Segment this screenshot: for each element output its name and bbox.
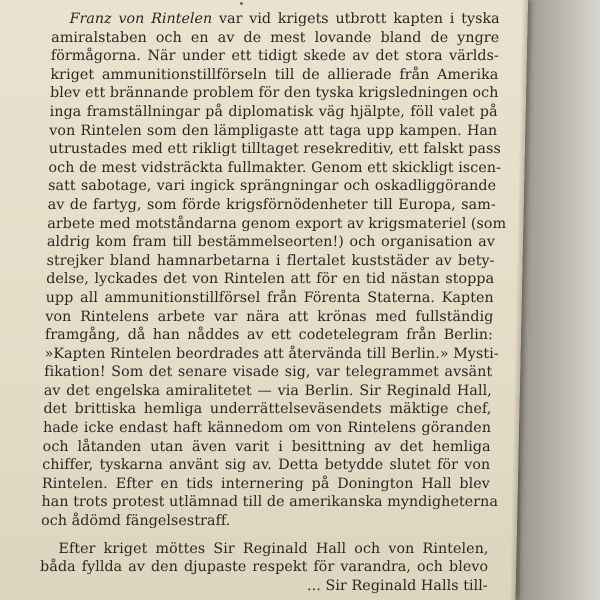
body-text — [39, 10, 507, 595]
first-line-text: var vid krigets utbrott kapten i tyska — [211, 11, 500, 27]
text-line: blev ett brännande problem för den tyska krigsledningen och — [49, 85, 499, 102]
text-line: aldrig kom fram till bestämmelseorten!) och organisation av — [46, 234, 496, 251]
background-surface — [520, 0, 600, 600]
text-line: det brittiska hemliga underrättelseväsendets mäktige chef, — [43, 401, 492, 418]
text-line: »Kapten Rintelen beordrades att återvända till Berlin.» Mysti- — [44, 345, 499, 362]
text-line: kriget ammunitionstillförseln till de allierade från Amerika — [50, 66, 499, 83]
paragraph-gap — [41, 531, 489, 540]
text-line: han trots protest utlämnad till de amerikanska myndigheterna — [41, 494, 499, 511]
text-line: satt sabotage, vari ingick sprängningar och oskadliggörande — [47, 178, 497, 195]
text-line-cut: ... Sir Reginald Halls till- — [306, 577, 488, 594]
text-line: von Rintelens arbete var nära att krönas med fullständig — [45, 308, 494, 325]
text-line: delse, lyckades det von Rintelen att för en tid nästan stoppa — [45, 271, 495, 288]
text-line: hade icke endast haft kännedom om von Rintelens göranden — [42, 420, 492, 437]
text-line: Rintelen. Efter en tids internering på Donington Hall blev — [41, 475, 491, 492]
text-line: och de mest vidsträckta fullmakter. Genom ett skickligt iscen- — [48, 159, 502, 176]
author-name: Franz von Rintelen — [69, 11, 213, 27]
text-line: amiralstaben och en av de mest lovande bland de yngre — [51, 29, 500, 46]
paragraph-1-first-line — [51, 10, 499, 29]
text-line: och låtanden utan även varit i besittning av det hemliga — [42, 438, 491, 455]
text-line: inga framställningar på diplomatisk väg hjälpte, föll valet på — [49, 103, 498, 120]
text-line: utrustades med ett rikligt tilltaget resekreditiv, ett falskt pass — [48, 141, 502, 158]
text-line: fikation! Som det senare visade sig, var telegrammet avsänt — [44, 364, 493, 381]
text-line: framgång, då han nåddes av ett codetelegram från Berlin: — [44, 327, 494, 344]
paragraph-1-last-line: och ådömd fängelsestraff. — [40, 513, 231, 530]
text-line: av det engelska amiralitetet — via Berlin. Sir Reginald Hall, — [43, 382, 492, 399]
text-line: von Rintelen som den lämpligaste att taga upp kampen. Han — [49, 122, 498, 139]
text-line: chiffer, tyskarna använt sig av. Detta betydde slutet för von — [42, 457, 491, 474]
text-line: arbete med motståndarna genom export av krigsmateriel (som — [47, 215, 507, 232]
page-speck — [240, 2, 243, 5]
paragraph-2-first-line: Efter kriget möttes Sir Reginald Hall och von Rintelen, — [58, 540, 489, 557]
text-line: strejker bland hamnarbetarna i flertalet kuststäder av bety- — [46, 252, 495, 269]
text-line: båda fyllda av den djupaste respekt för varandra, och blevo — [39, 559, 489, 576]
text-line: förmågorna. När under ett tidigt skede av det stora världs- — [50, 48, 499, 65]
text-line: upp all ammunitionstillförsel från Förenta Staterna. Kapten — [45, 289, 494, 306]
text-line: av de fartyg, som förde krigsförnödenheter till Europa, sam- — [47, 196, 496, 213]
